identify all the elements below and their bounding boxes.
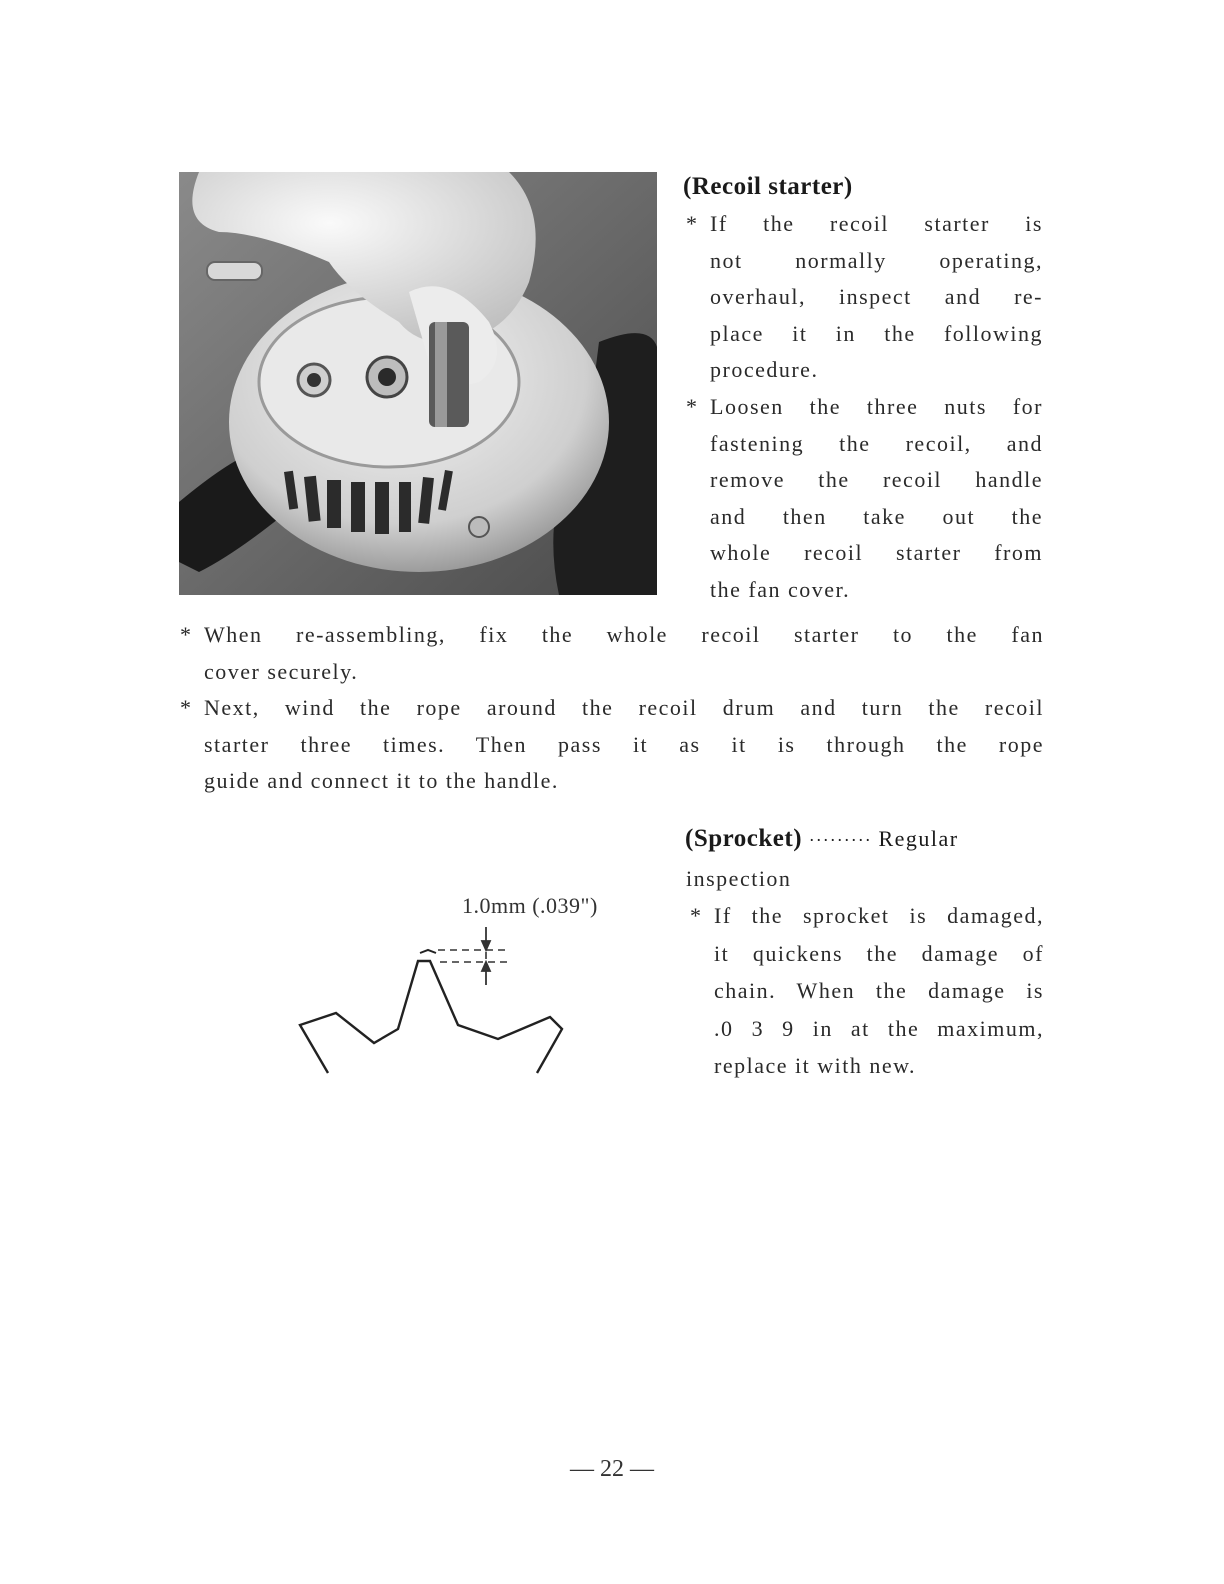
- text-line: When re-assembling, fix the whole recoil starter to the fan: [204, 622, 1044, 647]
- text-line: and then take out the: [710, 503, 1043, 529]
- text-line: .0 3 9 in at the maximum,: [714, 1015, 1044, 1041]
- asterisk-bullet: *: [686, 393, 699, 419]
- bullet-item: [180, 690, 1044, 800]
- worn-tip-line: [420, 950, 436, 953]
- asterisk-bullet: *: [686, 211, 699, 236]
- text-line: not normally operating,: [710, 247, 1043, 273]
- dimension-label: 1.0mm (.039"): [462, 893, 598, 918]
- dimension-arrowhead-top: [482, 941, 490, 950]
- text-line: cover securely.: [204, 658, 359, 684]
- text-line: whole recoil starter from: [710, 540, 1043, 566]
- text-line: it quickens the damage of: [714, 940, 1044, 966]
- asterisk-bullet: *: [180, 695, 193, 721]
- reassembly-bullets: [180, 617, 1044, 800]
- asterisk-bullet: *: [690, 903, 703, 928]
- text-line: If the recoil starter is: [710, 211, 1043, 236]
- text-line: procedure.: [710, 357, 819, 383]
- asterisk-bullet: *: [180, 622, 193, 647]
- dimension-arrowhead-bottom: [482, 962, 490, 971]
- sprocket-heading-line2: inspection: [686, 866, 792, 891]
- bullet-item: [180, 617, 1044, 690]
- text-line: remove the recoil handle: [710, 467, 1043, 493]
- page-number: — 22 —: [570, 1456, 654, 1482]
- sprocket-title: (Sprocket): [685, 825, 803, 852]
- bullet-item: [686, 206, 1043, 389]
- text-line: the fan cover.: [710, 576, 851, 602]
- text-line: Next, wind the rope around the recoil drum and turn the recoil: [204, 695, 1044, 721]
- text-line: Loosen the three nuts for: [710, 393, 1043, 419]
- text-line: overhaul, inspect and re-: [710, 284, 1043, 310]
- sprocket-bullets: [690, 897, 1044, 1085]
- text-line: chain. When the damage is: [714, 978, 1044, 1003]
- text-line: starter three times. Then pass it as it is through the rope: [204, 731, 1044, 757]
- text-line: guide and connect it to the handle.: [204, 768, 559, 794]
- bullet-item: [690, 897, 1044, 1085]
- recoil-starter-bullets: [686, 206, 1043, 609]
- text-line: place it in the following: [710, 320, 1043, 346]
- text-line: replace it with new.: [714, 1053, 917, 1078]
- recoil-starter-photo: [179, 172, 657, 595]
- sprocket-heading: [685, 825, 959, 853]
- bullet-item: [686, 389, 1043, 609]
- text-line: fastening the recoil, and: [710, 430, 1043, 456]
- sprocket-tooth-diagram: [290, 925, 580, 1085]
- tooth-profile-line: [300, 961, 562, 1073]
- text-line: If the sprocket is damaged,: [714, 903, 1044, 928]
- leader-dots: ·········: [808, 830, 872, 850]
- recoil-starter-heading: (Recoil starter): [683, 173, 853, 200]
- sprocket-title-suffix: Regular: [878, 826, 959, 851]
